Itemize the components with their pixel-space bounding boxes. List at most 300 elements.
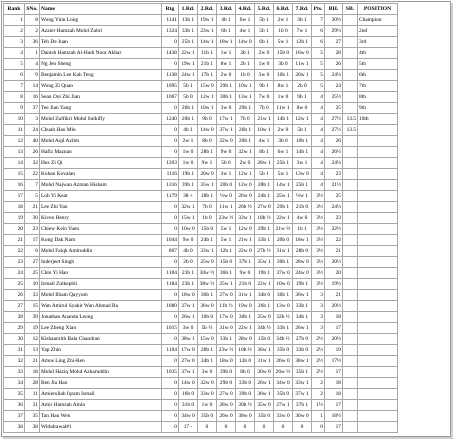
cell-round-4: 2b 1 xyxy=(236,59,255,70)
cell-position: 5th xyxy=(358,59,398,70)
cell-round-1: 23b 1 xyxy=(179,279,198,290)
header-round-3: 3.Rd. xyxy=(217,4,236,15)
table-row xyxy=(4,81,398,92)
cell-points: 3½ xyxy=(312,279,325,290)
cell-sonneborn-berger xyxy=(343,345,358,356)
table-row xyxy=(4,400,398,411)
cell-name: Wong Yinn Long xyxy=(40,15,162,26)
cell-round-4: 39b 0 xyxy=(236,389,255,400)
cell-position xyxy=(358,202,398,213)
cell-sonneborn-berger xyxy=(343,70,358,81)
cell-round-6: 34w 0 xyxy=(274,378,293,389)
cell-rank: 26 xyxy=(4,290,25,301)
cell-round-2: 30b 1 xyxy=(198,290,217,301)
cell-position xyxy=(358,290,398,301)
table-row xyxy=(4,169,398,180)
cell-name: Loh Yi Keat xyxy=(40,191,162,202)
cell-round-5: 0 xyxy=(255,422,274,433)
cell-sno: 22 xyxy=(25,169,40,180)
cell-buchholz: 20½ xyxy=(325,301,343,312)
cell-round-6: 14b 1 xyxy=(274,114,293,125)
cell-rating: 0 xyxy=(162,224,179,235)
cell-sno: 18 xyxy=(25,367,40,378)
cell-buchholz: 24½ xyxy=(325,70,343,81)
cell-round-1: 4b 1 xyxy=(179,125,198,136)
cell-name: Hafiz Maznan xyxy=(40,147,162,158)
cell-rank: 19 xyxy=(4,213,25,224)
cell-sonneborn-berger xyxy=(343,224,358,235)
cell-position xyxy=(358,169,398,180)
cell-buchholz: 18 xyxy=(325,312,343,323)
cell-round-5: 27b ½ xyxy=(255,246,274,257)
cell-round-4: 9w 0 xyxy=(236,268,255,279)
cell-round-3: 26w 0 xyxy=(217,411,236,422)
cell-rank: 13 xyxy=(4,147,25,158)
cell-sno: 38 xyxy=(25,422,40,433)
cell-round-5: 28w 1 xyxy=(255,158,274,169)
cell-rating: 1316 xyxy=(162,180,179,191)
cell-name: Hez Zi Qi xyxy=(40,158,162,169)
cell-rank: 1 xyxy=(4,15,25,26)
cell-rank: 12 xyxy=(4,136,25,147)
cell-rank: 17 xyxy=(4,191,25,202)
cell-sonneborn-berger xyxy=(343,312,358,323)
cell-rating: 0 xyxy=(162,389,179,400)
cell-round-1: 1w 0 xyxy=(179,147,198,158)
cell-rating: 1080 xyxy=(162,301,179,312)
cell-round-1: 27w 1 xyxy=(179,301,198,312)
cell-buchholz: 23 xyxy=(325,213,343,224)
cell-rating: 1438 xyxy=(162,48,179,59)
table-row xyxy=(4,345,398,356)
cell-position xyxy=(358,345,398,356)
cell-round-7: 10b 1 xyxy=(293,136,312,147)
cell-round-6: 1b 0 xyxy=(274,26,293,37)
cell-round-6: 10w 0 xyxy=(274,279,293,290)
cell-rank: 29 xyxy=(4,323,25,334)
cell-round-7: 27b 0 xyxy=(293,334,312,345)
cell-round-6: 2w 0 xyxy=(274,125,293,136)
cell-round-3: 9w 0 xyxy=(217,147,236,158)
cell-round-2: 33w 1 xyxy=(198,246,217,257)
cell-round-6: 20b 0 xyxy=(274,235,293,246)
cell-round-6: 25w 1 xyxy=(274,191,293,202)
cell-round-7: 9b 1 xyxy=(293,92,312,103)
cell-name: Wan Amirul Syakir Wan Ahmad Ra xyxy=(40,301,162,312)
table-row xyxy=(4,224,398,235)
cell-sno: 8 xyxy=(25,15,40,26)
cell-round-5: 1w 0 xyxy=(255,59,274,70)
cell-round-1: 10w 0 xyxy=(179,224,198,235)
table-row xyxy=(4,37,398,48)
cell-rating: 1141 xyxy=(162,15,179,26)
cell-round-6: 13w 0 xyxy=(274,301,293,312)
cell-rating: 1324 xyxy=(162,26,179,37)
cell-sonneborn-berger xyxy=(343,378,358,389)
cell-round-2: 28b 1 xyxy=(198,345,217,356)
cell-points: 3½ xyxy=(312,235,325,246)
cell-rating: 0 xyxy=(162,147,179,158)
cell-round-6: 25b 1 xyxy=(274,158,293,169)
cell-sonneborn-berger xyxy=(343,202,358,213)
cell-rank: 4 xyxy=(4,48,25,59)
header-sonneborn-berger: SB. xyxy=(343,4,358,15)
cell-name: Ng Jen Sheng xyxy=(40,59,162,70)
cell-sno: 39 xyxy=(25,312,40,323)
cell-points: 4 xyxy=(312,114,325,125)
cell-position xyxy=(358,356,398,367)
cell-position: 6th xyxy=(358,70,398,81)
cell-sonneborn-berger xyxy=(343,257,358,268)
cell-buchholz: 26 xyxy=(325,59,343,70)
cell-round-3: 27w 0 xyxy=(217,290,236,301)
cell-round-5: 3w 0 xyxy=(255,70,274,81)
cell-round-1: 33b 1 xyxy=(179,26,198,37)
cell-name: Ben Jia Hao xyxy=(40,378,162,389)
cell-rating: 0 xyxy=(162,312,179,323)
cell-round-3: 6b 1 xyxy=(217,26,236,37)
cell-points: 3 xyxy=(312,312,325,323)
cell-rating: 0 xyxy=(162,37,179,48)
cell-rating: 1044 xyxy=(162,235,179,246)
table-row xyxy=(4,191,398,202)
table-row xyxy=(4,367,398,378)
cell-rank: 31 xyxy=(4,345,25,356)
table-row xyxy=(4,411,398,422)
cell-sonneborn-berger xyxy=(343,92,358,103)
cell-buchholz: 21½ xyxy=(325,180,343,191)
cell-round-3: 20b 0 xyxy=(217,180,236,191)
cell-round-2: 20w 0 xyxy=(198,169,217,180)
cell-buchholz: 17½ xyxy=(325,356,343,367)
cell-position xyxy=(358,334,398,345)
cell-round-4: 30b ½ xyxy=(236,400,255,411)
cell-sno: 27 xyxy=(25,257,40,268)
cell-rank: 5 xyxy=(4,59,25,70)
cell-position: Champion xyxy=(358,15,398,26)
cell-name: Amierullah Iqram Ismail xyxy=(40,389,162,400)
cell-round-3: 39b 0 xyxy=(217,367,236,378)
cell-round-7: 38w 1 xyxy=(293,356,312,367)
cell-round-2: 21b 1 xyxy=(198,59,217,70)
cell-position: 4th xyxy=(358,48,398,59)
cell-round-7: 8w 0 xyxy=(293,103,312,114)
cell-points: 0 xyxy=(312,422,325,433)
cell-buchholz: 17 xyxy=(325,400,343,411)
cell-round-7: 3w 1 xyxy=(293,158,312,169)
cell-rank: 27 xyxy=(4,301,25,312)
cell-points: 5 xyxy=(312,70,325,81)
cell-round-1: 13b 1 xyxy=(179,15,198,26)
cell-round-5: 10w 1 xyxy=(255,125,274,136)
cell-round-2: 28b 1 xyxy=(198,147,217,158)
cell-rating: 0 xyxy=(162,290,179,301)
cell-round-5: 36w 1 xyxy=(255,389,274,400)
cell-round-2: 10w 1 xyxy=(198,103,217,114)
cell-round-3: 29b 0 xyxy=(217,378,236,389)
cell-round-7: 19b 1 xyxy=(293,279,312,290)
cell-rank: 37 xyxy=(4,411,25,422)
cell-round-4: 12w 1 xyxy=(236,169,255,180)
cell-sno: 16 xyxy=(25,92,40,103)
cell-round-4: 33w 1 xyxy=(236,213,255,224)
cell-name: Izmail Zulkephli xyxy=(40,279,162,290)
cell-round-4: 31w 1 xyxy=(236,290,255,301)
cell-round-7: 26w 1 xyxy=(293,323,312,334)
cell-name: Mohd Ilham Qayyum xyxy=(40,290,162,301)
cell-points: 5 xyxy=(312,81,325,92)
cell-round-7: 28b 0 xyxy=(293,246,312,257)
cell-round-3: 37w 1 xyxy=(217,125,236,136)
cell-position xyxy=(358,246,398,257)
cell-points: 3½ xyxy=(312,213,325,224)
cell-sonneborn-berger xyxy=(343,400,358,411)
cell-sonneborn-berger xyxy=(343,180,358,191)
cell-sonneborn-berger xyxy=(343,268,358,279)
cell-buchholz: 30½ xyxy=(325,15,343,26)
cell-round-1: 5b 0 xyxy=(179,92,198,103)
cell-round-5: 19b 1 xyxy=(255,268,274,279)
cell-points: 4 xyxy=(312,169,325,180)
cell-position xyxy=(358,224,398,235)
cell-rating: 1035 xyxy=(162,367,179,378)
cell-sonneborn-berger xyxy=(343,246,358,257)
cell-round-2: 3w 0 xyxy=(198,367,217,378)
cell-round-3: 1w 1 xyxy=(217,48,236,59)
cell-round-4: 26b 1 xyxy=(236,125,255,136)
cell-round-3: 11b ½ xyxy=(217,301,236,312)
cell-round-6: 16b 1 xyxy=(274,70,293,81)
cell-round-6: 37w 0 xyxy=(274,268,293,279)
cell-round-2: 15w 0 xyxy=(198,81,217,92)
cell-round-3: 3w 1 xyxy=(217,169,236,180)
cell-round-5: 18b ½ xyxy=(255,213,274,224)
cell-round-3: 18w 0 xyxy=(217,356,236,367)
cell-points: 3½ xyxy=(312,224,325,235)
cell-sonneborn-berger xyxy=(343,169,358,180)
cell-points: 1 xyxy=(312,411,325,422)
cell-rank: 16 xyxy=(4,180,25,191)
standings-body xyxy=(4,15,398,433)
cell-rating: 0 xyxy=(162,202,179,213)
cell-rating: 0 xyxy=(162,411,179,422)
table-row xyxy=(4,268,398,279)
cell-rating: 0 xyxy=(162,125,179,136)
cell-position xyxy=(358,411,398,422)
cell-round-7: 5b 1 xyxy=(293,125,312,136)
cell-round-7: 36w 0 xyxy=(293,411,312,422)
table-row xyxy=(4,301,398,312)
cell-round-3: 15b 0 xyxy=(217,257,236,268)
header-sno: SNo. xyxy=(25,4,40,15)
cell-rating: 1184 xyxy=(162,268,179,279)
cell-name: Azzier Hamzah Mohd Zubri xyxy=(40,26,162,37)
cell-round-2: 9b 0 xyxy=(198,114,217,125)
cell-round-1: 17w 0 xyxy=(179,345,198,356)
cell-buchholz: 27 xyxy=(325,37,343,48)
cell-round-2: 24b 1 xyxy=(198,235,217,246)
cell-rank: 3 xyxy=(4,37,25,48)
cell-rank: 34 xyxy=(4,378,25,389)
cell-rank: 33 xyxy=(4,367,25,378)
cell-sno: 21 xyxy=(25,356,40,367)
cell-points: 2 xyxy=(312,378,325,389)
cell-sonneborn-berger xyxy=(343,334,358,345)
cell-round-4: 37b 1 xyxy=(236,257,255,268)
cell-sno: 6 xyxy=(25,246,40,257)
cell-rating: 1203 xyxy=(162,158,179,169)
cell-sno: 28 xyxy=(25,378,40,389)
cell-round-1: 26b 1 xyxy=(179,103,198,114)
cell-points: 2½ xyxy=(312,334,325,345)
cell-round-2: 32w 0 xyxy=(198,378,217,389)
cell-round-2: 11b 1 xyxy=(198,48,217,59)
cell-round-6: 21w ½ xyxy=(274,224,293,235)
cell-round-6: 36b 1 xyxy=(274,290,293,301)
cell-name: Chuah Hao Min xyxy=(40,125,162,136)
cell-round-7: 14b 1 xyxy=(293,147,312,158)
cell-rank: 8 xyxy=(4,92,25,103)
header-round-2: 2.Rd. xyxy=(198,4,217,15)
cell-round-5: 5b 1 xyxy=(255,15,274,26)
cell-rank: 10 xyxy=(4,114,25,125)
cell-position: 7th xyxy=(358,81,398,92)
table-row xyxy=(4,323,398,334)
cell-sonneborn-berger xyxy=(343,323,358,334)
cell-buchholz: 25 xyxy=(325,191,343,202)
cell-name: Chin Yi Hao xyxy=(40,268,162,279)
table-row xyxy=(4,312,398,323)
cell-round-3: 2w 0 xyxy=(217,70,236,81)
cell-round-6: 1w 0 xyxy=(274,92,293,103)
cell-round-4: 1b 0 xyxy=(236,70,255,81)
cell-round-2: 19w 1 xyxy=(198,15,217,26)
cell-buchholz: 18 xyxy=(325,378,343,389)
cell-round-3: 0 xyxy=(217,422,236,433)
table-row xyxy=(4,26,398,37)
cell-sno: 35 xyxy=(25,411,40,422)
cell-round-7: 7w 1 xyxy=(293,26,312,37)
cell-rank: 23 xyxy=(4,257,25,268)
cell-round-6: 26w ½ xyxy=(274,367,293,378)
cell-buchholz: 25 xyxy=(325,103,343,114)
cell-round-3: 25w 1 xyxy=(217,279,236,290)
cell-round-2: 30w ½ xyxy=(198,268,217,279)
cell-rating: 0 xyxy=(162,59,179,70)
cell-round-6: 32b ½ xyxy=(274,312,293,323)
cell-round-1: 20b 1 xyxy=(179,114,198,125)
cell-position xyxy=(358,180,398,191)
cell-name: Amir Hamzah Amin xyxy=(40,400,162,411)
cell-round-7: 37w 1 xyxy=(293,389,312,400)
table-row xyxy=(4,136,398,147)
cell-buchholz: 25½ xyxy=(325,92,343,103)
cell-sonneborn-berger xyxy=(343,26,358,37)
cell-sno: 31 xyxy=(25,400,40,411)
cell-name: Tee Jian Yang xyxy=(40,103,162,114)
cell-round-1: 19b 1 xyxy=(179,169,198,180)
cell-name: Danish Hamzah Al-Hadi Noor Akbar xyxy=(40,48,162,59)
cell-rank: 18 xyxy=(4,202,25,213)
cell-round-5: 22w 1 xyxy=(255,279,274,290)
cell-round-4: 26w 0 xyxy=(236,191,255,202)
cell-round-7: 16w 0 xyxy=(293,48,312,59)
header-row xyxy=(4,4,398,15)
cell-round-4: 28w 0 xyxy=(236,334,255,345)
cell-points: 2 xyxy=(312,389,325,400)
cell-rank: 22 xyxy=(4,246,25,257)
cell-rating: 0 xyxy=(162,378,179,389)
cell-points: 3½ xyxy=(312,191,325,202)
cell-name: Kuhan Kovalan xyxy=(40,169,162,180)
cell-round-1: 27w 0 xyxy=(179,356,198,367)
cell-round-1: 3w 0 xyxy=(179,323,198,334)
cell-name: Mohd Aqil Azlim xyxy=(40,136,162,147)
cell-points: 1½ xyxy=(312,400,325,411)
cell-round-4: 10w 1 xyxy=(236,81,255,92)
cell-round-7: 12w 1 xyxy=(293,114,312,125)
cell-round-5: 5b 1 xyxy=(255,26,274,37)
cell-round-7: 33w 1 xyxy=(293,378,312,389)
cell-round-6: 3b 0 xyxy=(274,59,293,70)
cell-round-7: 20w 1 xyxy=(293,70,312,81)
cell-round-2: 5b ½ xyxy=(198,323,217,334)
cell-name: Mohd Najwan Azman Hisham xyxy=(40,180,162,191)
cell-sno: 5 xyxy=(25,191,40,202)
cell-round-7: 24w 0 xyxy=(293,268,312,279)
cell-name: Teh De Juan xyxy=(40,37,162,48)
cell-sno: 19 xyxy=(25,323,40,334)
cell-points: 3 xyxy=(312,323,325,334)
cell-round-5: 21w 1 xyxy=(255,114,274,125)
cell-round-6: 35b 0 xyxy=(274,345,293,356)
cell-round-5: 6b 1 xyxy=(255,37,274,48)
cell-buchholz: 20 xyxy=(325,268,343,279)
table-row xyxy=(4,15,398,26)
cell-sno: 7 xyxy=(25,180,40,191)
cell-rank: 38 xyxy=(4,422,25,433)
cell-round-4: 12w 0 xyxy=(236,180,255,191)
cell-sno: 12 xyxy=(25,334,40,345)
cell-sno: 14 xyxy=(25,81,40,92)
cell-rank: 28 xyxy=(4,312,25,323)
cell-rating: 0 xyxy=(162,422,179,433)
cell-round-7: 18w 1 xyxy=(293,235,312,246)
cell-round-3: 36b 1 xyxy=(217,268,236,279)
cell-buchholz: 18½ xyxy=(325,411,343,422)
cell-name: Amos Ling Zhi-Ren xyxy=(40,356,162,367)
cell-round-3: 8w 1 xyxy=(217,59,236,70)
cell-position xyxy=(358,147,398,158)
header-round-6: 6.Rd. xyxy=(274,4,293,15)
header-name: Name xyxy=(40,4,162,15)
cell-round-7: 33b 0 xyxy=(293,345,312,356)
cell-round-1: 38w 1 xyxy=(179,334,198,345)
cell-name: Inderjeet Singh xyxy=(40,257,162,268)
cell-sno: 23 xyxy=(25,224,40,235)
cell-round-4: 8b 0 xyxy=(236,367,255,378)
cell-round-5: 30w 0 xyxy=(255,367,274,378)
cell-name: Chiew Kein Yuen xyxy=(40,224,162,235)
cell-round-2: 8b 0 xyxy=(198,136,217,147)
cell-round-2: 14w 1 xyxy=(198,37,217,48)
cell-points: 3 xyxy=(312,301,325,312)
cell-buchholz: 24 xyxy=(325,81,343,92)
cell-rank: 36 xyxy=(4,400,25,411)
cell-name: Sean Ooi Zhi Jian xyxy=(40,92,162,103)
cell-round-4: 7b 0 xyxy=(236,114,255,125)
cell-round-2: 1b 0 xyxy=(198,213,217,224)
